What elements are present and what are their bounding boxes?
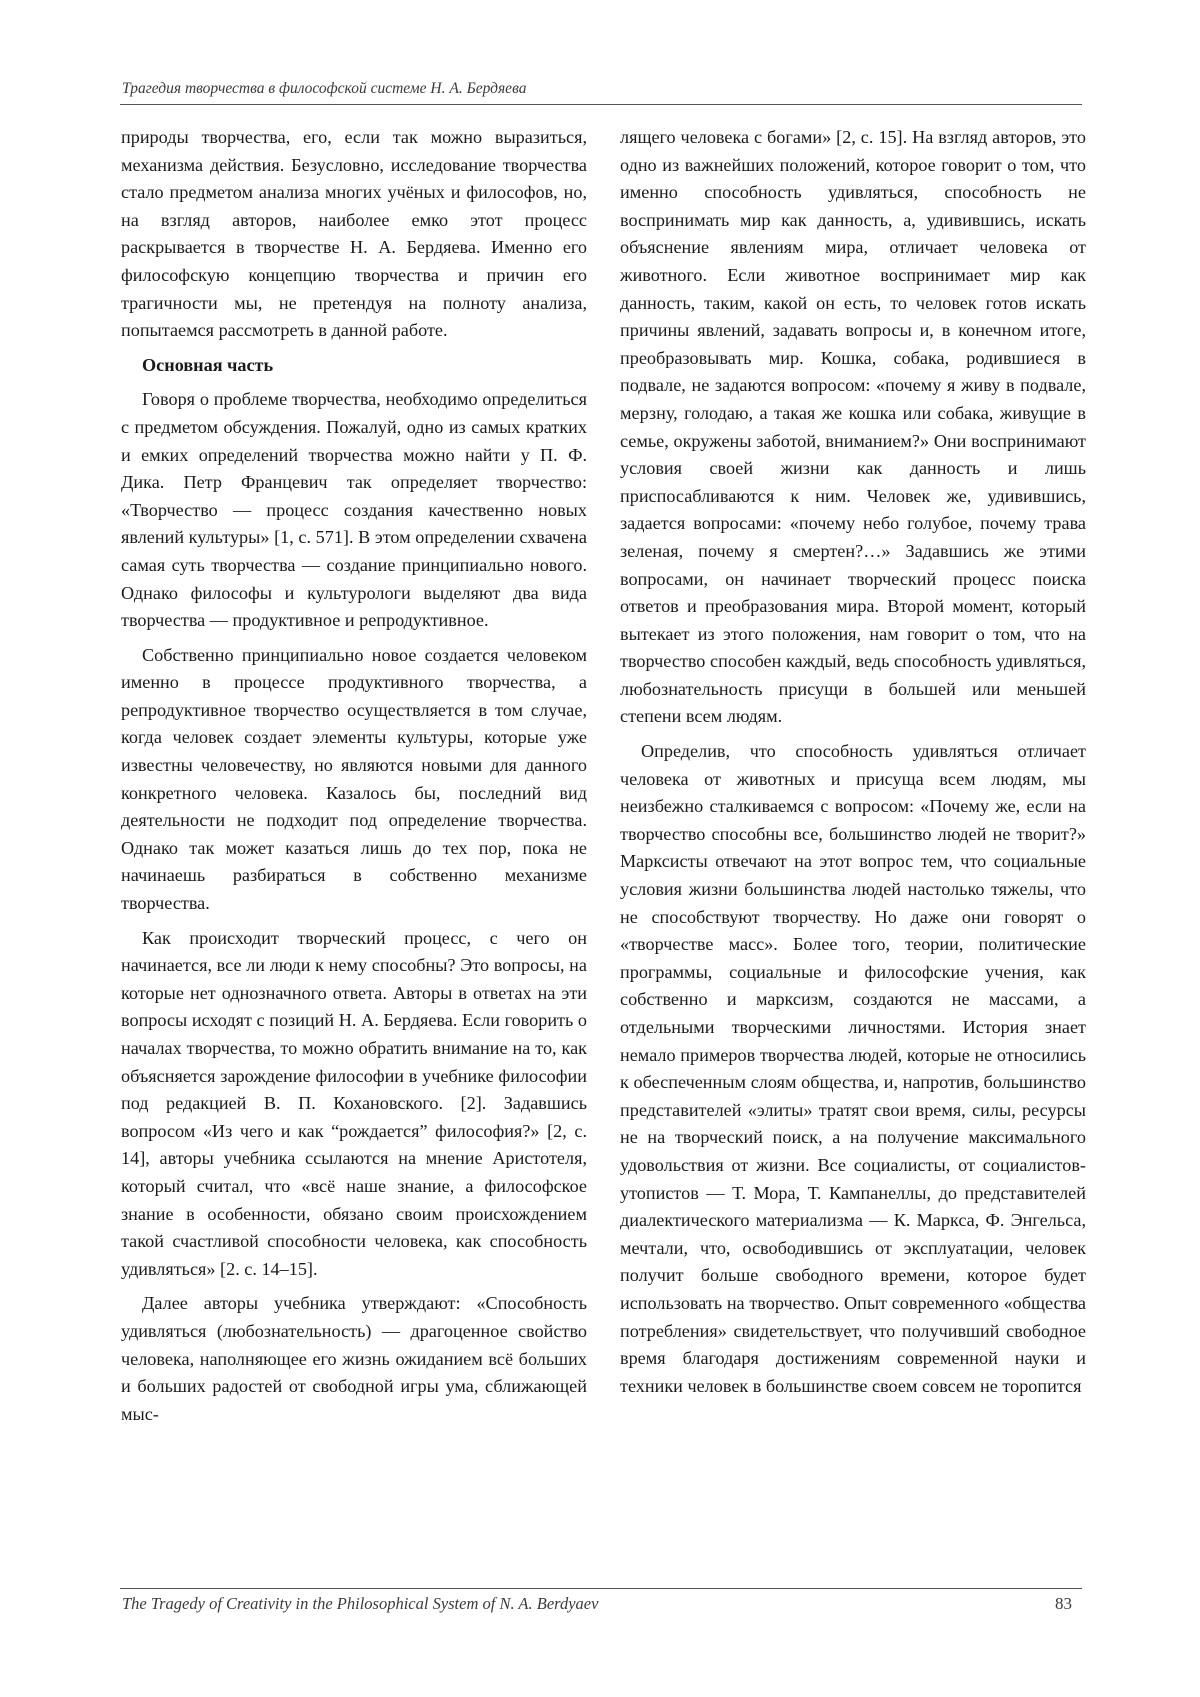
left-column [121,124,587,1428]
header-rule [120,104,1082,105]
right-column [620,124,1086,1400]
intro-paragraph: природы творчества, его, если так можно выразиться, механизма действия. Безусловно, исследование творчества стало предметом анализа многих учёных и философов, но, на взгляд авторов, наиболее емко этот процесс раскрывается в творчестве Н. А. Бердяева. Именно его философскую концепцию творчества и причин его трагичности мы, не претендуя на полноту анализа, попытаемся рассмотреть в данной работе. [121,127,587,341]
paragraph-process: Как происходит творческий процесс, с чего он начинается, все ли люди к нему способны? Это вопросы, на которые нет однозначного ответа. Авторы в ответах на эти вопросы исходят с позиций Н. А. Бердяева. Если говорить о началах творчества, то можно обратить внимание на то, как объясняется зарождение философии в учебнике философии под редакцией В. П. Кохановского. [2]. Задавшись вопросом «Из чего и как “рождается” философия?» [2, с. 14], авторы учебника ссылаются на мнение Аристотеля, который считал, что «всё наше знание, а философское знание в особенности, обязано своим происхождением такой счастливой способности человека, как способность удивляться» [2. с. 14–15]. [121,927,587,1279]
footer-rule [120,1588,1082,1589]
paragraph-wonder: Далее авторы учебника утверждают: «Способность удивляться (любознательность) — драгоценное свойство человека, наполняющее его жизнь ожиданием всё больших и больших радостей от свободной игры ума, сближающей мыс- [121,1293,587,1424]
section-heading: Основная часть [142,354,274,375]
footer-english-title: The Tragedy of Creativity in the Philosophical System of N. A. Berdyaev [122,1594,599,1613]
paragraph-definition: Говоря о проблеме творчества, необходимо определиться с предметом обсуждения. Пожалуй, одно из самых кратких и емких определений творчества можно найти у П. Ф. Дика. Петр Францевич так определяет творчество: «Творчество — процесс создания качественно новых явлений культуры» [1, с. 571]. В этом определении схвачена самая суть творчества — создание принципиально нового. Однако философы и культурологи выделяют два вида творчества — продуктивное и репродуктивное. [121,389,587,631]
paragraph-continuation: лящего человека с богами» [2, с. 15]. На взгляд авторов, это одно из важнейших положений, которое говорит о том, что именно способность удивляться, способность не воспринимать мир как данность, а, удивившись, искать объяснение явлениям мира, отличает человека от животного. Если животное воспринимает мир как данность, таким, какой он есть, то человек готов искать причины явлений, задавать вопросы и, в конечном итоге, преобразовывать мир. Кошка, собака, родившиеся в подвале, не задаются вопросом: «почему я живу в подвале, мерзну, голодаю, а такая же кошка или собака, живущие в семье, окружены заботой, вниманием?» Они воспринимают условия своей жизни как данность и лишь приспосабливаются к ним. Человек же, удивившись, задается вопросами: «почему небо голубое, почему трава зеленая, почему я смертен?…» Задавшись же этими вопросами, он начинает творческий процесс поиска ответов и преобразования мира. Второй момент, который вытекает из этого положения, нам говорит о том, что на творчество способен каждый, ведь способность удивляться, любознательность присущи в большей или меньшей степени всем людям. [620,127,1086,727]
running-head-title: Трагедия творчества в философской системе Н. А. Бердяева [122,80,527,97]
page-number: 83 [1055,1594,1072,1613]
paragraph-productive: Собственно принципиально новое создается человеком именно в процессе продуктивного творчества, а репродуктивное творчество осуществляется в том случае, когда человек создает элементы культуры, которые уже известны человечеству, но являются новыми для данного конкретного человека. Казалось бы, последний вид деятельности не подходит под определение творчества. Однако так может казаться лишь до тех пор, пока не начинаешь разбираться в собственно механизме творчества. [121,644,587,914]
paragraph-marxists: Определив, что способность удивляться отличает человека от животных и присуща всем людям, мы неизбежно сталкиваемся с вопросом: «Почему же, если на творчество способны все, большинство людей не творит?» Марксисты отвечают на этот вопрос тем, что социальные условия жизни большинства людей настолько тяжелы, что не способствуют творчеству. Но даже они говорят о «творчестве масс». Более того, теории, политические программы, социальные и философские учения, как собственно и марксизм, создаются не массами, а отдельными творческими личностями. История знает немало примеров творчества людей, которые не относились к обеспеченным слоям общества, и, напротив, большинство представителей «элиты» тратят свои время, силы, ресурсы не на творческий поиск, а на получение максимального удовольствия от жизни. Все социалисты, от социалистов-утопистов — Т. Мора, Т. Кампанеллы, до представителей диалектического материализма — К. Маркса, Ф. Энгельса, мечтали, что, освободившись от эксплуатации, человек получит больше свободного времени, которое будет использовать на творчество. Опыт современного «общества потребления» свидетельствует, что получивший свободное время благодаря достижениям современной науки и техники человек в большинстве своем совсем не торопится [620,741,1086,1396]
